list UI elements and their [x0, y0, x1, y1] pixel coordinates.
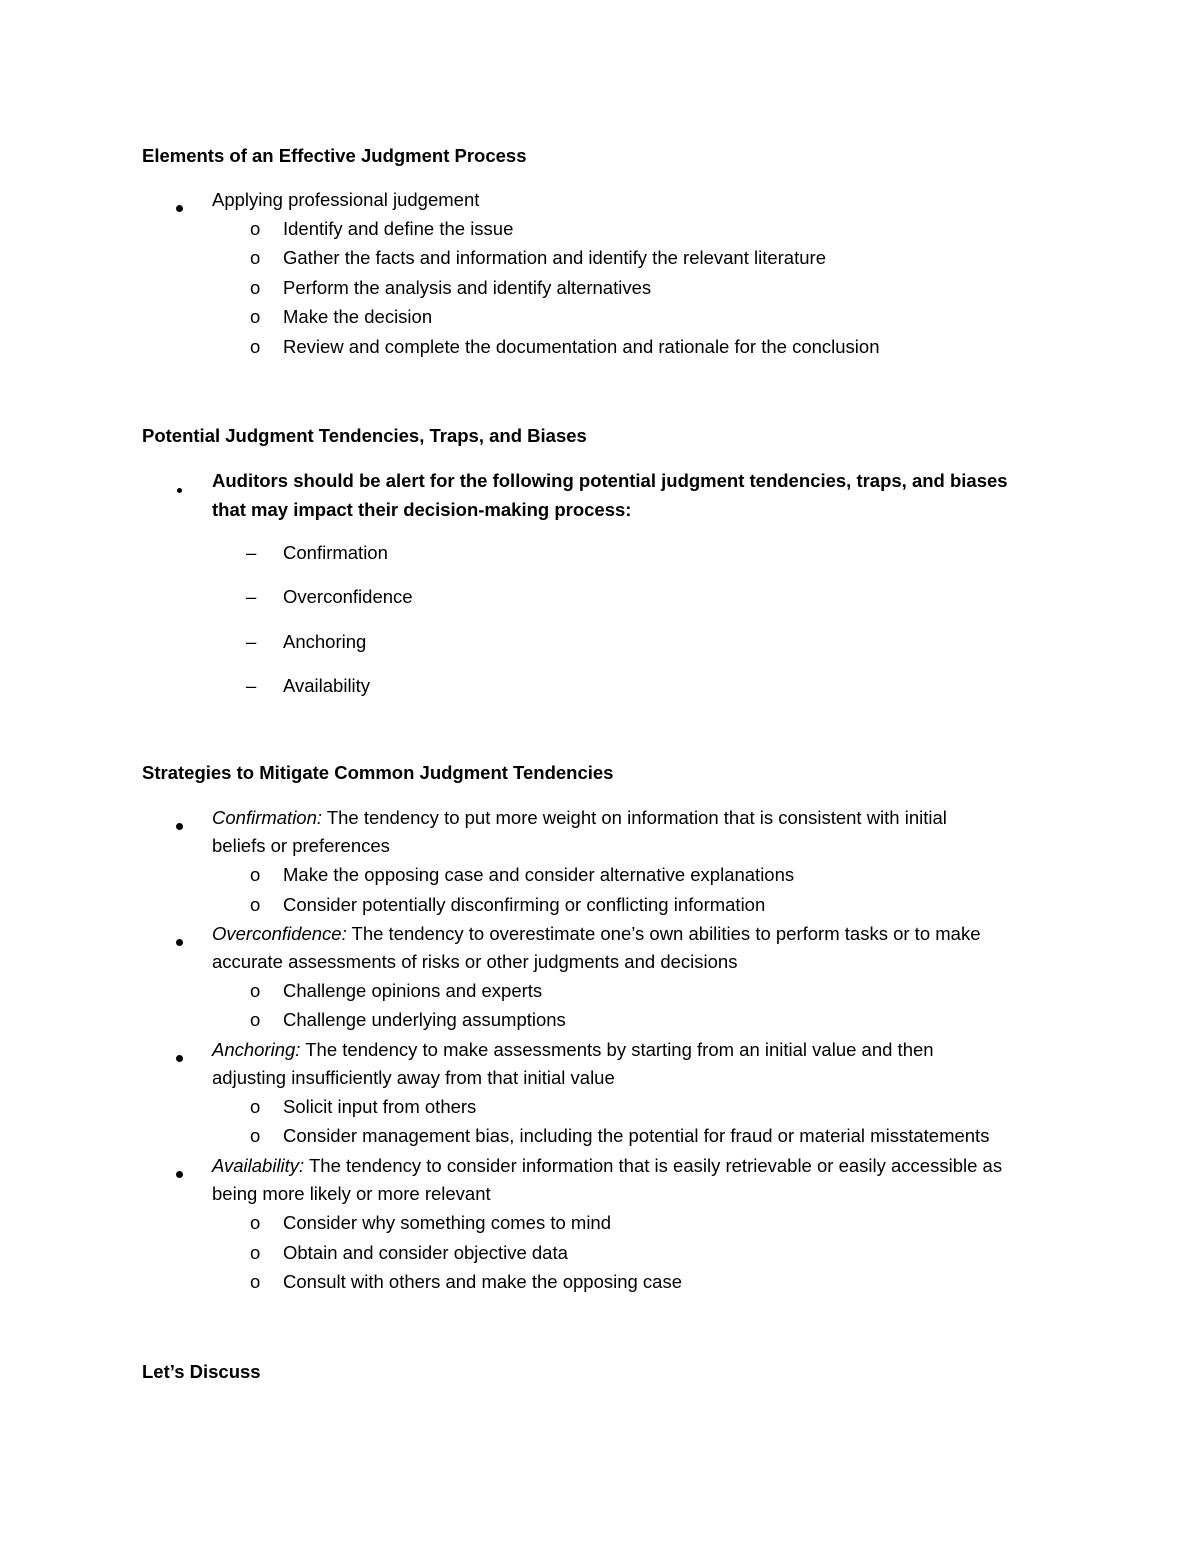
definition-text: accurate assessments of risks or other judgments and decisions — [212, 951, 738, 972]
circle-bullet-icon: o — [250, 1096, 261, 1117]
definition-text: The tendency to overestimate one’s own abilities to perform tasks or to make — [346, 923, 981, 944]
circle-bullet-icon: o — [250, 277, 261, 298]
term-label: Overconfidence: — [212, 923, 347, 944]
sub-item-text: Make the decision — [283, 306, 433, 327]
circle-bullet-icon: o — [250, 306, 261, 327]
circle-bullet-icon: o — [250, 980, 261, 1001]
dash-item-text: Overconfidence — [283, 586, 413, 607]
definition-text: being more likely or more relevant — [212, 1183, 491, 1204]
circle-bullet-icon: o — [250, 1242, 261, 1263]
dash-item-text: Availability — [283, 675, 371, 696]
sub-item-text: Identify and define the issue — [283, 218, 514, 239]
circle-bullet-icon: o — [250, 894, 261, 915]
dash-item-text: Confirmation — [283, 542, 388, 563]
sub-item-text: Challenge opinions and experts — [283, 980, 543, 1001]
dash-bullet-icon: – — [246, 675, 257, 696]
sub-item-text: Consider potentially disconfirming or conflicting information — [283, 894, 766, 915]
dash-item-text: Anchoring — [283, 631, 367, 652]
circle-bullet-icon: o — [250, 1212, 261, 1233]
definition-text: The tendency to consider information that is easily retrievable or easily accessible as — [304, 1155, 1003, 1176]
circle-bullet-icon: o — [250, 864, 261, 885]
bullet-dot-icon — [176, 939, 183, 946]
sub-item-text: Challenge underlying assumptions — [283, 1009, 566, 1030]
circle-bullet-icon: o — [250, 1271, 261, 1292]
bullet-dot-icon — [176, 1055, 183, 1062]
bullet-text: Applying professional judgement — [212, 189, 480, 210]
sub-item-text: Review and complete the documentation and rationale for the conclusion — [283, 336, 880, 357]
sub-item-text: Consult with others and make the opposing case — [283, 1271, 683, 1292]
heading-text: Potential Judgment Tendencies, Traps, and Biases — [142, 425, 587, 446]
bullet-dot-icon — [177, 488, 182, 493]
bullet-dot-icon — [176, 205, 183, 212]
sub-item-text: Solicit input from others — [283, 1096, 477, 1117]
term-label: Anchoring: — [212, 1039, 301, 1060]
circle-bullet-icon: o — [250, 336, 261, 357]
circle-bullet-icon: o — [250, 1125, 261, 1146]
bullet-dot-icon — [176, 1171, 183, 1178]
heading-text: Strategies to Mitigate Common Judgment Tendencies — [142, 762, 614, 783]
definition-text: beliefs or preferences — [212, 835, 390, 856]
circle-bullet-icon: o — [250, 1009, 261, 1030]
dash-bullet-icon: – — [246, 542, 257, 563]
heading-text: Let’s Discuss — [142, 1361, 261, 1382]
bullet-text: that may impact their decision-making process: — [212, 499, 632, 520]
bullet-text: Auditors should be alert for the following potential judgment tendencies, traps, and biases — [212, 470, 1008, 491]
definition-text: adjusting insufficiently away from that initial value — [212, 1067, 615, 1088]
term-label: Availability: — [212, 1155, 305, 1176]
sub-item-text: Gather the facts and information and identify the relevant literature — [283, 247, 826, 268]
dash-bullet-icon: – — [246, 631, 257, 652]
definition-text: The tendency to put more weight on information that is consistent with initial — [322, 807, 947, 828]
circle-bullet-icon: o — [250, 218, 261, 239]
term-label: Confirmation: — [212, 807, 323, 828]
sub-item-text: Obtain and consider objective data — [283, 1242, 568, 1263]
definition-text: The tendency to make assessments by starting from an initial value and then — [300, 1039, 934, 1060]
sub-item-text: Perform the analysis and identify alternatives — [283, 277, 652, 298]
dash-bullet-icon: – — [246, 586, 257, 607]
sub-item-text: Consider management bias, including the potential for fraud or material misstatements — [283, 1125, 990, 1146]
bullet-dot-icon — [176, 823, 183, 830]
heading-text: Elements of an Effective Judgment Process — [142, 145, 527, 166]
sub-item-text: Consider why something comes to mind — [283, 1212, 612, 1233]
circle-bullet-icon: o — [250, 247, 261, 268]
sub-item-text: Make the opposing case and consider alternative explanations — [283, 864, 795, 885]
